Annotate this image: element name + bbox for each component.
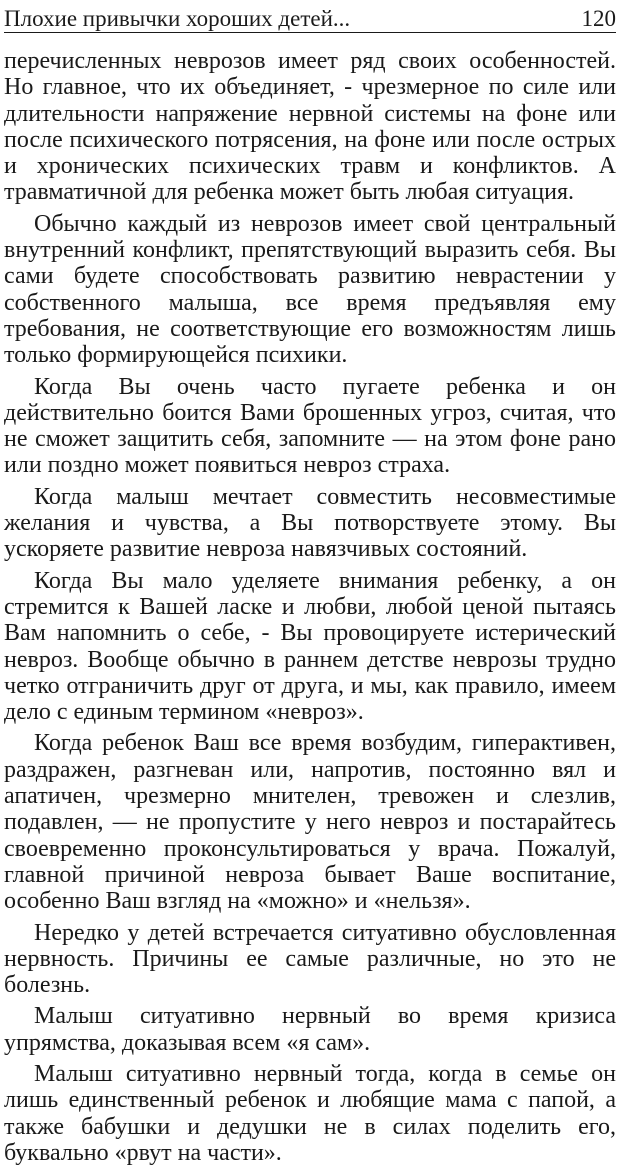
paragraph-continuation: перечисленных неврозов имеет ряд своих особенностей. Но главное, что их объединяет, - чрезмерное по силе или длительности напряжение нервной системы на фоне или после психического потрясения, на фоне или после острых и хронических психических травм и конфликтов. А травматичной для ребенка может быть любая ситуация.	[4, 48, 616, 206]
paragraph: Когда ребенок Ваш все время возбудим, гиперактивен, раздражен, разгневан или, напротив, постоянно вял и апатичен, чрезмерно мнителен, тревожен и слезлив, подавлен, — не пропустите у него невроз и постарайтесь своевременно проконсультироваться у врача. Пожалуй, главной причиной невроза бывает Ваше воспитание, особенно Ваш взгляд на «можно» и «нельзя».	[4, 730, 616, 915]
paragraph: Когда малыш мечтает совместить несовместимые желания и чувства, а Вы потворствуете этому. Вы ускоряете развитие невроза навязчивых состояний.	[4, 483, 616, 563]
page-body	[4, 48, 616, 1171]
paragraph: Когда Вы мало уделяете внимания ребенку, а он стремится к Вашей ласке и любви, любой ценой пытаясь Вам напомнить о себе, - Вы провоцируете истерический невроз. Вообще обычно в раннем детстве неврозы трудно четко отграничить друг от друга, и мы, как правило, имеем дело с единым термином «невроз».	[4, 567, 616, 726]
paragraph: Малыш ситуативно нервный тогда, когда в семье он лишь единственный ребенок и любящие мама с папой, а также бабушки и дедушки не в силах поделить его, буквально «рвут на части».	[4, 1060, 616, 1166]
book-title: Плохие привычки хороших детей...	[4, 6, 351, 31]
paragraph: Когда Вы очень часто пугаете ребенка и он действительно боится Вами брошенных угроз, считая, что не сможет защитить себя, запомните — на этом фоне рано или поздно может появиться невроз страха.	[4, 373, 616, 479]
paragraph: Обычно каждый из неврозов имеет свой центральный внутренний конфликт, препятствующий выразить себя. Вы сами будете способствовать развитию неврастении у собственного малыша, все время предъявляя ему требования, не соответствующие его возможностям лишь только формирующейся психики.	[4, 210, 616, 369]
paragraph: Нередко у детей встречается ситуативно обусловленная нервность. Причины ее самые различные, но это не болезнь.	[4, 919, 616, 999]
page-number: 120	[581, 6, 616, 31]
paragraph: Малыш ситуативно нервный во время кризиса упрямства, доказывая всем «я сам».	[4, 1003, 616, 1056]
running-header	[4, 4, 616, 33]
